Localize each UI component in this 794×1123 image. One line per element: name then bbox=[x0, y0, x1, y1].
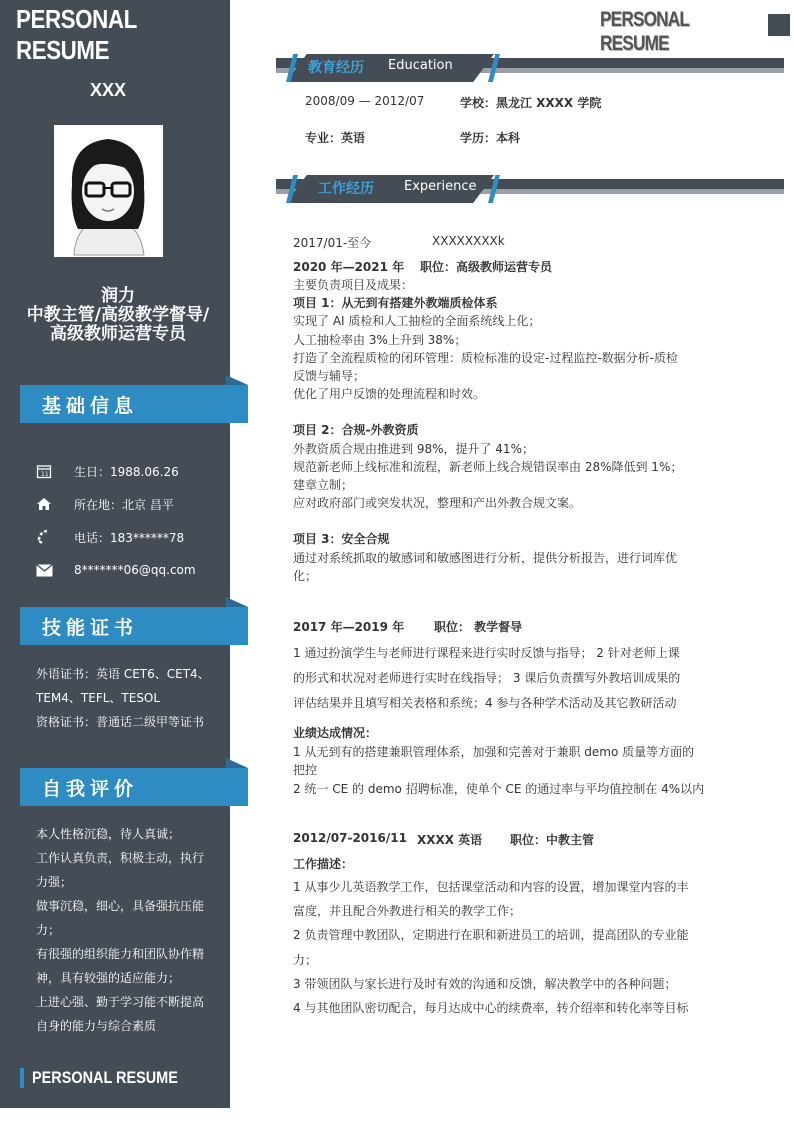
job2-achv-line: 2 统一 CE 的 demo 招聘标准，使单个 CE 的通过率与平均值控制在 4%以内 bbox=[293, 781, 705, 796]
accent-bar bbox=[20, 1068, 24, 1088]
job3-line: 力； bbox=[293, 952, 318, 967]
self-eval-line: 力强； bbox=[36, 875, 73, 889]
self-eval-line: 力； bbox=[36, 923, 61, 937]
self-eval-line: 工作认真负责，积极主动，执行 bbox=[36, 851, 205, 865]
job1-company: XXXXXXXXk bbox=[432, 234, 505, 248]
project2-line: 建章立制； bbox=[293, 478, 354, 493]
skills-ribbon bbox=[20, 607, 248, 645]
location-text: 所在地：北京 昌平 bbox=[74, 497, 174, 512]
avatar bbox=[54, 125, 163, 257]
sidebar-bottom-title bbox=[20, 1068, 204, 1088]
project1-line: 人工抽检率由 3%上升到 38%； bbox=[293, 332, 467, 347]
phone-icon bbox=[34, 527, 54, 547]
job3-line: 3 带领团队与家长进行及时有效的沟通和反馈，解决教学中的各种问题； bbox=[293, 976, 677, 991]
job2-line: 评估结果并且填写相关表格和系统；4 参与各种学术活动及其它教研活动 bbox=[293, 696, 677, 710]
job2-line: 的形式和状况对老师进行实时在线指导； 3 课后负责撰写外教培训成果的 bbox=[293, 671, 681, 685]
project1-line: 实现了 AI 质检和人工抽检的全面系统线上化； bbox=[293, 314, 541, 329]
mail-icon bbox=[34, 560, 54, 580]
location-row bbox=[34, 494, 174, 514]
education-period: 2008/09 — 2012/07 bbox=[305, 94, 425, 108]
project2-line: 应对政府部门或突发状况，整理和产出外教合规文案。 bbox=[293, 496, 582, 511]
job2-achv-line: 1 从无到有的搭建兼职管理体系，加强和完善对于兼职 demo 质量等方面的 bbox=[293, 744, 695, 759]
job3-line: 富度，并且配合外教进行相关的教学工作； bbox=[293, 904, 522, 919]
education-heading-cn: 教育经历 bbox=[308, 60, 364, 76]
phone-text: 电话：183******78 bbox=[74, 530, 185, 545]
birthday-text: 生日：1988.06.26 bbox=[74, 464, 179, 479]
title-square bbox=[768, 14, 790, 36]
education-degree: 学历：本科 bbox=[460, 131, 521, 145]
spacer bbox=[293, 403, 779, 421]
project2-title: 项目 2：合规-外教资质 bbox=[293, 423, 419, 438]
education-major: 专业：英语 bbox=[305, 131, 366, 145]
job3-company: XXXX 英语 bbox=[417, 833, 483, 847]
job1-intro: 主要负责项目及成果： bbox=[293, 278, 414, 292]
education-heading-en: Education bbox=[388, 58, 453, 73]
self-eval-line: 神，具有较强的适应能力； bbox=[36, 971, 181, 985]
job1-details bbox=[293, 276, 779, 585]
job3-line: 4 与其他团队密切配合，每月达成中心的续费率，转介绍率和转化率等目标 bbox=[293, 1001, 689, 1016]
job2-line: 1 通过扮演学生与老师进行课程来进行实时反馈与指导； 2 针对老师上课 bbox=[293, 646, 680, 660]
phone-row bbox=[34, 527, 184, 547]
ribbon-fold bbox=[226, 758, 248, 768]
project1-line: 反馈与辅导； bbox=[293, 369, 366, 384]
job2-achievements bbox=[293, 724, 779, 798]
job2-achv-title: 业绩达成情况： bbox=[293, 726, 378, 740]
self-eval-line: 本人性格沉稳，待人真诚； bbox=[36, 827, 181, 841]
basic-info-heading: 基础信息 bbox=[42, 395, 139, 417]
candidate-name: XXX bbox=[89, 80, 127, 100]
job2-period: 2017 年—2019 年 bbox=[293, 620, 405, 634]
ribbon-fold bbox=[226, 375, 248, 385]
job3-details bbox=[293, 875, 779, 1020]
main-top-title: PERSONAL RESUME bbox=[600, 8, 689, 55]
sidebar-top-title: PERSONAL RESUME bbox=[16, 4, 137, 65]
ribbon-fold bbox=[226, 597, 248, 607]
email-row bbox=[34, 560, 196, 580]
self-eval-line: 有很强的组织能力和团队协作精 bbox=[36, 947, 205, 961]
job-title bbox=[20, 287, 216, 344]
project3-title: 项目 3：安全合规 bbox=[293, 532, 390, 547]
job1-period: 2017/01-至今 bbox=[293, 236, 372, 250]
basic-info-ribbon bbox=[20, 385, 248, 423]
job3-period: 2012/07-2016/11 bbox=[293, 831, 407, 845]
project1-line: 打造了全流程质检的闭环管理：质检标准的设定-过程监控-数据分析-质检 bbox=[293, 350, 678, 365]
birthday-row bbox=[34, 461, 179, 481]
education-header bbox=[276, 54, 784, 82]
work-heading-cn: 工作经历 bbox=[318, 181, 374, 197]
spacer bbox=[293, 512, 779, 530]
self-eval-line: 做事沉稳，细心，具备强抗压能 bbox=[36, 899, 205, 913]
education-school: 学校：黑龙江 XXXX 学院 bbox=[460, 96, 602, 110]
job3-desc-title: 工作描述： bbox=[293, 857, 354, 871]
job-title-text: 润力 中教主管/高级教学督导/高级教师运营专员 bbox=[26, 286, 210, 344]
project3-line: 通过对系统抓取的敏感词和敏感图进行分析，提供分析报告，进行词库优 bbox=[293, 550, 678, 565]
project1-title: 项目 1：从无到有搭建外教端质检体系 bbox=[293, 296, 498, 311]
job2-details bbox=[293, 641, 779, 716]
self-eval-heading: 自我评价 bbox=[42, 778, 139, 800]
job1-sub-period: 2020 年—2021 年 bbox=[293, 260, 405, 274]
sidebar bbox=[0, 0, 230, 1108]
work-heading-en: Experience bbox=[404, 179, 477, 194]
project3-line: 化； bbox=[293, 568, 318, 583]
home-icon bbox=[34, 494, 54, 514]
sidebar-bottom-text: PERSONAL RESUME bbox=[32, 1068, 178, 1087]
job2-position: 职位： 教学督导 bbox=[434, 620, 523, 634]
work-header bbox=[276, 175, 784, 203]
calendar-icon bbox=[34, 461, 54, 481]
project2-line: 外教资质合规由推进到 98%，提升了 41%； bbox=[293, 441, 534, 456]
self-eval-line: 上进心强、勤于学习能不断提高 bbox=[36, 995, 205, 1009]
skills-line: TEM4、TEFL、TESOL bbox=[36, 691, 161, 705]
job1-position: 职位：高级教师运营专员 bbox=[420, 260, 553, 274]
job3-line: 2 负责管理中教团队，定期进行在职和新进员工的培训，提高团队的专业能 bbox=[293, 928, 689, 943]
project2-line: 规范新老师上线标准和流程，新老师上线合规错误率由 28%降低到 1%； bbox=[293, 459, 683, 474]
self-eval-line: 自身的能力与综合素质 bbox=[36, 1019, 157, 1033]
email-text: 8*******06@qq.com bbox=[74, 563, 196, 577]
skills-list bbox=[36, 662, 216, 734]
skills-line: 资格证书：普通话二级甲等证书 bbox=[36, 715, 205, 729]
job3-line: 1 从事少儿英语教学工作，包括课堂活动和内容的设置，增加课堂内容的丰 bbox=[293, 880, 689, 894]
project1-line: 优化了用户反馈的处理流程和时效。 bbox=[293, 387, 486, 402]
self-eval-list bbox=[36, 822, 216, 1038]
job2-achv-line: 把控 bbox=[293, 763, 318, 777]
self-eval-ribbon bbox=[20, 768, 248, 806]
skills-line: 外语证书：英语 CET6、CET4、 bbox=[36, 667, 210, 681]
svg-text:11: 11 bbox=[41, 471, 49, 478]
job3-position: 职位：中教主管 bbox=[510, 833, 595, 847]
skills-heading: 技能证书 bbox=[42, 617, 139, 639]
